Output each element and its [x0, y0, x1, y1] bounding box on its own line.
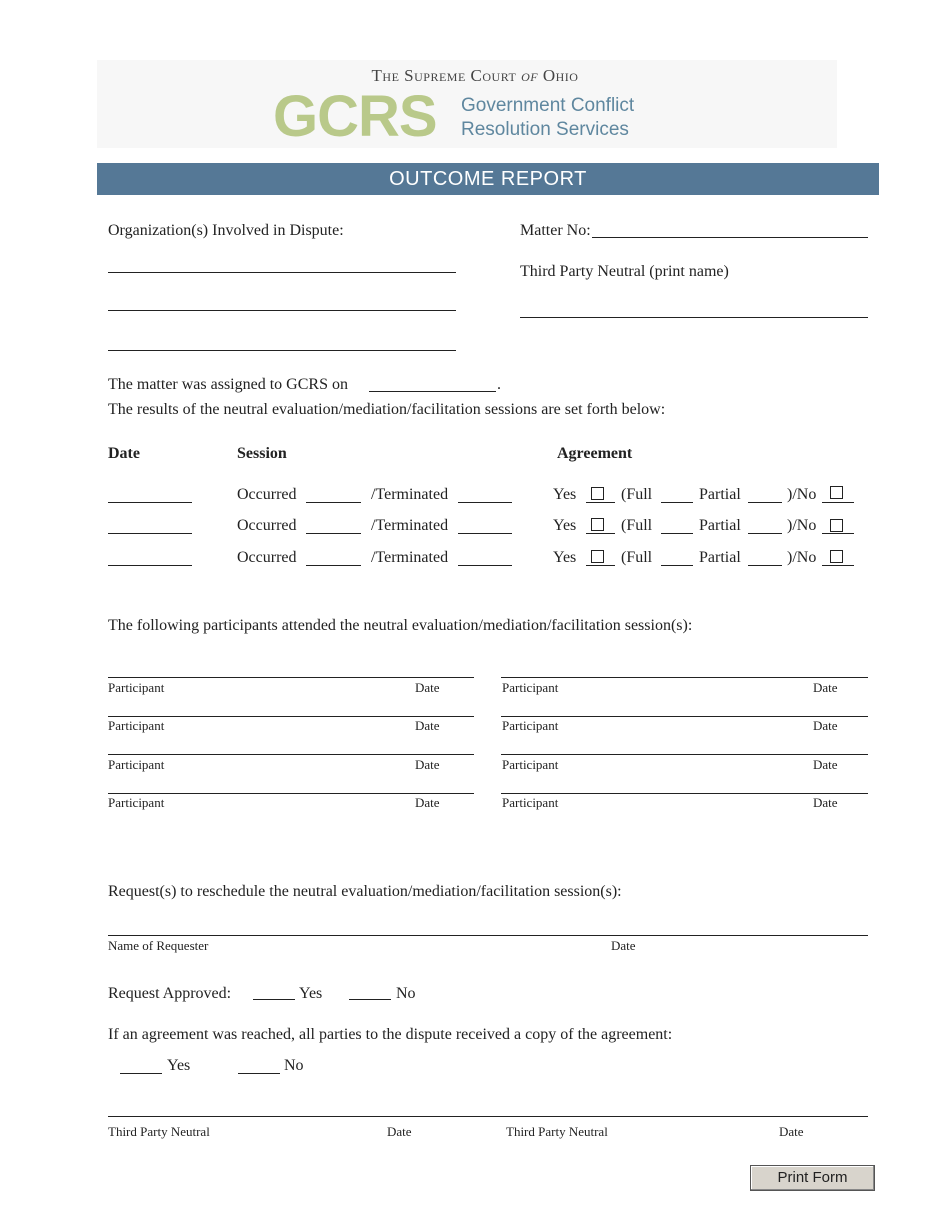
terminated-label: /Terminated	[371, 486, 449, 503]
org-line-2[interactable]	[108, 310, 456, 311]
participant-line-left[interactable]	[108, 793, 474, 794]
print-form-button[interactable]: Print Form	[750, 1165, 875, 1191]
approved-yes-label: Yes	[299, 985, 323, 1002]
yes-underline	[586, 565, 615, 566]
yes-label: Yes	[553, 486, 577, 503]
neutral-signature-label: Third Party Neutral	[506, 1124, 608, 1139]
gcrs-logo-text: Government Conflict Resolution Services	[461, 95, 635, 140]
no-underline	[822, 502, 854, 503]
matter-no-field[interactable]	[592, 237, 868, 238]
terminated-field[interactable]	[458, 565, 512, 566]
requester-label: Name of Requester	[108, 938, 209, 953]
participant-label: Participant	[502, 795, 559, 810]
partial-field[interactable]	[748, 565, 782, 566]
col-session-header: Session	[237, 445, 287, 462]
matter-label: Matter No:	[520, 222, 591, 239]
participant-line-right[interactable]	[501, 716, 868, 717]
no-label: )/No	[787, 549, 817, 566]
participant-date-label: Date	[415, 718, 440, 733]
copy-yes-field[interactable]	[120, 1073, 162, 1074]
copy-no-label: No	[284, 1057, 304, 1074]
org-line-3[interactable]	[108, 350, 456, 351]
full-label: (Full	[621, 486, 653, 503]
yes-checkbox[interactable]	[591, 550, 604, 563]
no-checkbox[interactable]	[830, 550, 843, 563]
session-date-field[interactable]	[108, 533, 192, 534]
participant-date-label: Date	[415, 680, 440, 695]
participant-label: Participant	[502, 718, 559, 733]
requester-date-label: Date	[611, 938, 636, 953]
orgs-label: Organization(s) Involved in Dispute:	[108, 222, 344, 239]
terminated-label: /Terminated	[371, 517, 449, 534]
yes-label: Yes	[553, 549, 577, 566]
participant-label: Participant	[502, 680, 559, 695]
no-checkbox[interactable]	[830, 519, 843, 532]
neutral-signature-date-label: Date	[779, 1124, 804, 1139]
assigned-text: The matter was assigned to GCRS on	[108, 376, 348, 393]
participant-line-left[interactable]	[108, 754, 474, 755]
occurred-label: Occurred	[237, 517, 297, 534]
participant-line-left[interactable]	[108, 677, 474, 678]
assigned-period: .	[497, 376, 501, 393]
participant-line-left[interactable]	[108, 716, 474, 717]
terminated-field[interactable]	[458, 533, 512, 534]
participant-line-right[interactable]	[501, 754, 868, 755]
approved-no-label: No	[396, 985, 416, 1002]
col-agreement-header: Agreement	[557, 445, 633, 462]
participant-label: Participant	[108, 680, 165, 695]
participant-label: Participant	[108, 757, 165, 772]
col-date-header: Date	[108, 445, 140, 462]
occurred-field[interactable]	[306, 533, 361, 534]
partial-label: Partial	[699, 486, 741, 503]
request-approved-label: Request Approved:	[108, 985, 232, 1002]
approved-no-field[interactable]	[349, 999, 391, 1000]
requester-line[interactable]	[108, 935, 868, 936]
full-field[interactable]	[661, 502, 693, 503]
partial-field[interactable]	[748, 533, 782, 534]
participant-date-label: Date	[813, 757, 838, 772]
neutral-signature-date-label: Date	[387, 1124, 412, 1139]
court-name: The Supreme Court of Ohio	[371, 66, 579, 85]
participant-label: Participant	[108, 718, 165, 733]
no-underline	[822, 565, 854, 566]
full-label: (Full	[621, 517, 653, 534]
approved-yes-field[interactable]	[253, 999, 295, 1000]
session-date-field[interactable]	[108, 502, 192, 503]
partial-label: Partial	[699, 549, 741, 566]
copy-no-field[interactable]	[238, 1073, 280, 1074]
neutral-signature-label: Third Party Neutral	[108, 1124, 210, 1139]
terminated-field[interactable]	[458, 502, 512, 503]
participant-line-right[interactable]	[501, 677, 868, 678]
neutral-name-field[interactable]	[520, 317, 868, 318]
full-field[interactable]	[661, 533, 693, 534]
no-label: )/No	[787, 486, 817, 503]
session-date-field[interactable]	[108, 565, 192, 566]
occurred-label: Occurred	[237, 549, 297, 566]
participant-label: Participant	[108, 795, 165, 810]
no-checkbox[interactable]	[830, 486, 843, 499]
yes-underline	[586, 533, 615, 534]
no-underline	[822, 533, 854, 534]
full-label: (Full	[621, 549, 653, 566]
participant-label: Participant	[502, 757, 559, 772]
assigned-date-field[interactable]	[369, 391, 496, 392]
yes-label: Yes	[553, 517, 577, 534]
partial-field[interactable]	[748, 502, 782, 503]
participant-date-label: Date	[813, 680, 838, 695]
participant-date-label: Date	[813, 718, 838, 733]
participant-line-right[interactable]	[501, 793, 868, 794]
occurred-field[interactable]	[306, 502, 361, 503]
occurred-field[interactable]	[306, 565, 361, 566]
yes-checkbox[interactable]	[591, 487, 604, 500]
participant-date-label: Date	[415, 757, 440, 772]
org-line-1[interactable]	[108, 272, 456, 273]
participants-intro: The following participants attended the neutral evaluation/mediation/facilitation session(s):	[108, 617, 693, 634]
participant-date-label: Date	[813, 795, 838, 810]
signature-line[interactable]	[108, 1116, 868, 1117]
neutral-name-label: Third Party Neutral (print name)	[520, 263, 729, 280]
yes-underline	[586, 502, 615, 503]
full-field[interactable]	[661, 565, 693, 566]
partial-label: Partial	[699, 517, 741, 534]
occurred-label: Occurred	[237, 486, 297, 503]
terminated-label: /Terminated	[371, 549, 449, 566]
no-label: )/No	[787, 517, 817, 534]
reschedule-intro: Request(s) to reschedule the neutral evaluation/mediation/facilitation session(s):	[108, 883, 622, 900]
copy-yes-label: Yes	[167, 1057, 191, 1074]
agreement-copy-text: If an agreement was reached, all parties to the dispute received a copy of the agreement:	[108, 1026, 673, 1043]
gcrs-logo: GCRS	[273, 84, 437, 149]
form-title: OUTCOME REPORT	[389, 168, 587, 190]
participant-date-label: Date	[415, 795, 440, 810]
yes-checkbox[interactable]	[591, 518, 604, 531]
results-text: The results of the neutral evaluation/mediation/facilitation sessions are set forth below:	[108, 401, 666, 418]
